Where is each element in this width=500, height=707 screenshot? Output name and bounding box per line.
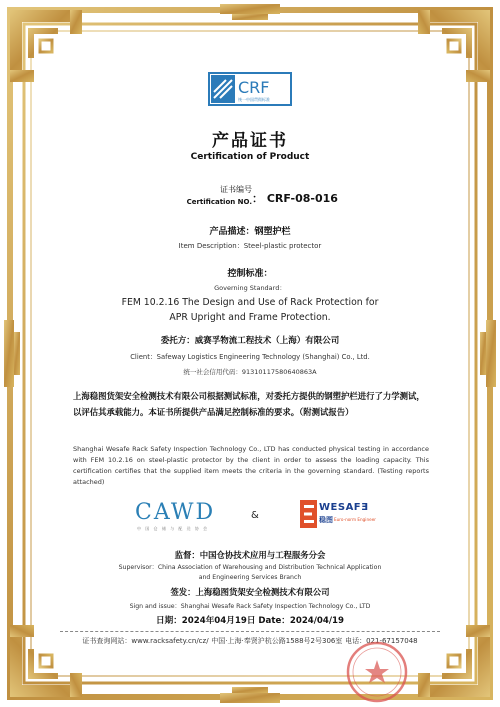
- governing-standard-text: [0, 295, 500, 325]
- cert-no-label-en: Certification NO.: [186, 198, 252, 206]
- certificate-number: [174, 184, 338, 210]
- governing-standard-label-en: Governing Standard：: [214, 284, 286, 292]
- crf-logo-subtext: 统一中国贯彻标准: [238, 97, 270, 102]
- item-description-cn: 产品描述：钢塑护栏: [209, 227, 291, 237]
- supervisor-en: [0, 563, 500, 583]
- wesafe-logo-en: Euro-norm Engineer: [334, 517, 377, 522]
- cert-no-label-cn: 证书编号: [220, 185, 252, 194]
- signer-en: Sign and issue：Shanghai Wesafe Rack Safety Inspection Technology Co., LTD: [129, 603, 371, 610]
- item-description-en: Item Description：Steel-plastic protector: [178, 242, 322, 250]
- footer-divider: [60, 631, 440, 632]
- crf-logo: [208, 72, 292, 106]
- statement-cn: 上海稳图货架安全检测技术有限公司根据测试标准，对委托方提供的钢塑护栏进行了力学测试，以评估其承载能力。本证书所提供产品满足控制标准的要求。（附测试报告）: [73, 391, 425, 417]
- supervisor-en-line-1: Supervisor：China Association of Warehousing and Distribution Technical Application: [118, 564, 382, 571]
- supervisor-cn: 监督：中国仓协技术应用与工程服务分会: [174, 550, 326, 560]
- statement-en: Shanghai Wesafe Rack Safety Inspection Technology Co., LTD has conducted physical testing in accordance with FEM 10.2.16 on steel-plastic protector by the client in order to assess the loading capacity. This certification certifies that the supplied item meets the criteria in the governing standard. (Testing reports attached): [73, 445, 429, 486]
- wesafe-logo-cn: 稳图: [319, 516, 333, 524]
- official-seal-icon: [345, 640, 409, 704]
- wesafe-logo: [300, 500, 380, 534]
- standard-line-1: FEM 10.2.16 The Design and Use of Rack Protection for: [121, 297, 379, 308]
- footer-contact: 证书查询网站：www.racksafety.cn/cz/ 中国·上海·奉贤沪杭公路1588号2号306室 电话：021-67157048: [82, 637, 418, 645]
- supervisor-en-line-2: and Engineering Services Branch: [198, 574, 302, 581]
- cert-no-value: ： CRF-08-016: [252, 192, 338, 205]
- issue-date: 日期：2024年04月19日 Date：2024/04/19: [156, 616, 344, 626]
- cawd-logo-name: CAWD: [135, 500, 216, 525]
- title-en: Certification of Product: [190, 152, 310, 162]
- cawd-logo-sub: 中 国 仓 储 与 配 送 协 会: [137, 526, 209, 531]
- signer-cn: 签发：上海稳图货架安全检测技术有限公司: [170, 587, 330, 597]
- standard-line-2: APR Upright and Frame Protection.: [169, 312, 331, 323]
- wesafe-mark-icon: [300, 500, 317, 528]
- client-credit-code: 统一社会信用代码：91310117580640863A: [183, 368, 317, 376]
- wesafe-logo-name: WESAFƎ: [319, 502, 369, 513]
- ampersand: &: [251, 510, 259, 521]
- crf-logo-text: CRF: [238, 78, 270, 97]
- client-en: Client：Safeway Logistics Engineering Technology (Shanghai) Co., Ltd.: [130, 353, 370, 361]
- governing-standard-label-cn: 控制标准：: [227, 269, 273, 279]
- client-cn: 委托方：威赛孚物流工程技术（上海）有限公司: [160, 336, 340, 346]
- cawd-logo: [135, 500, 215, 534]
- title-cn: 产品证书: [212, 131, 288, 151]
